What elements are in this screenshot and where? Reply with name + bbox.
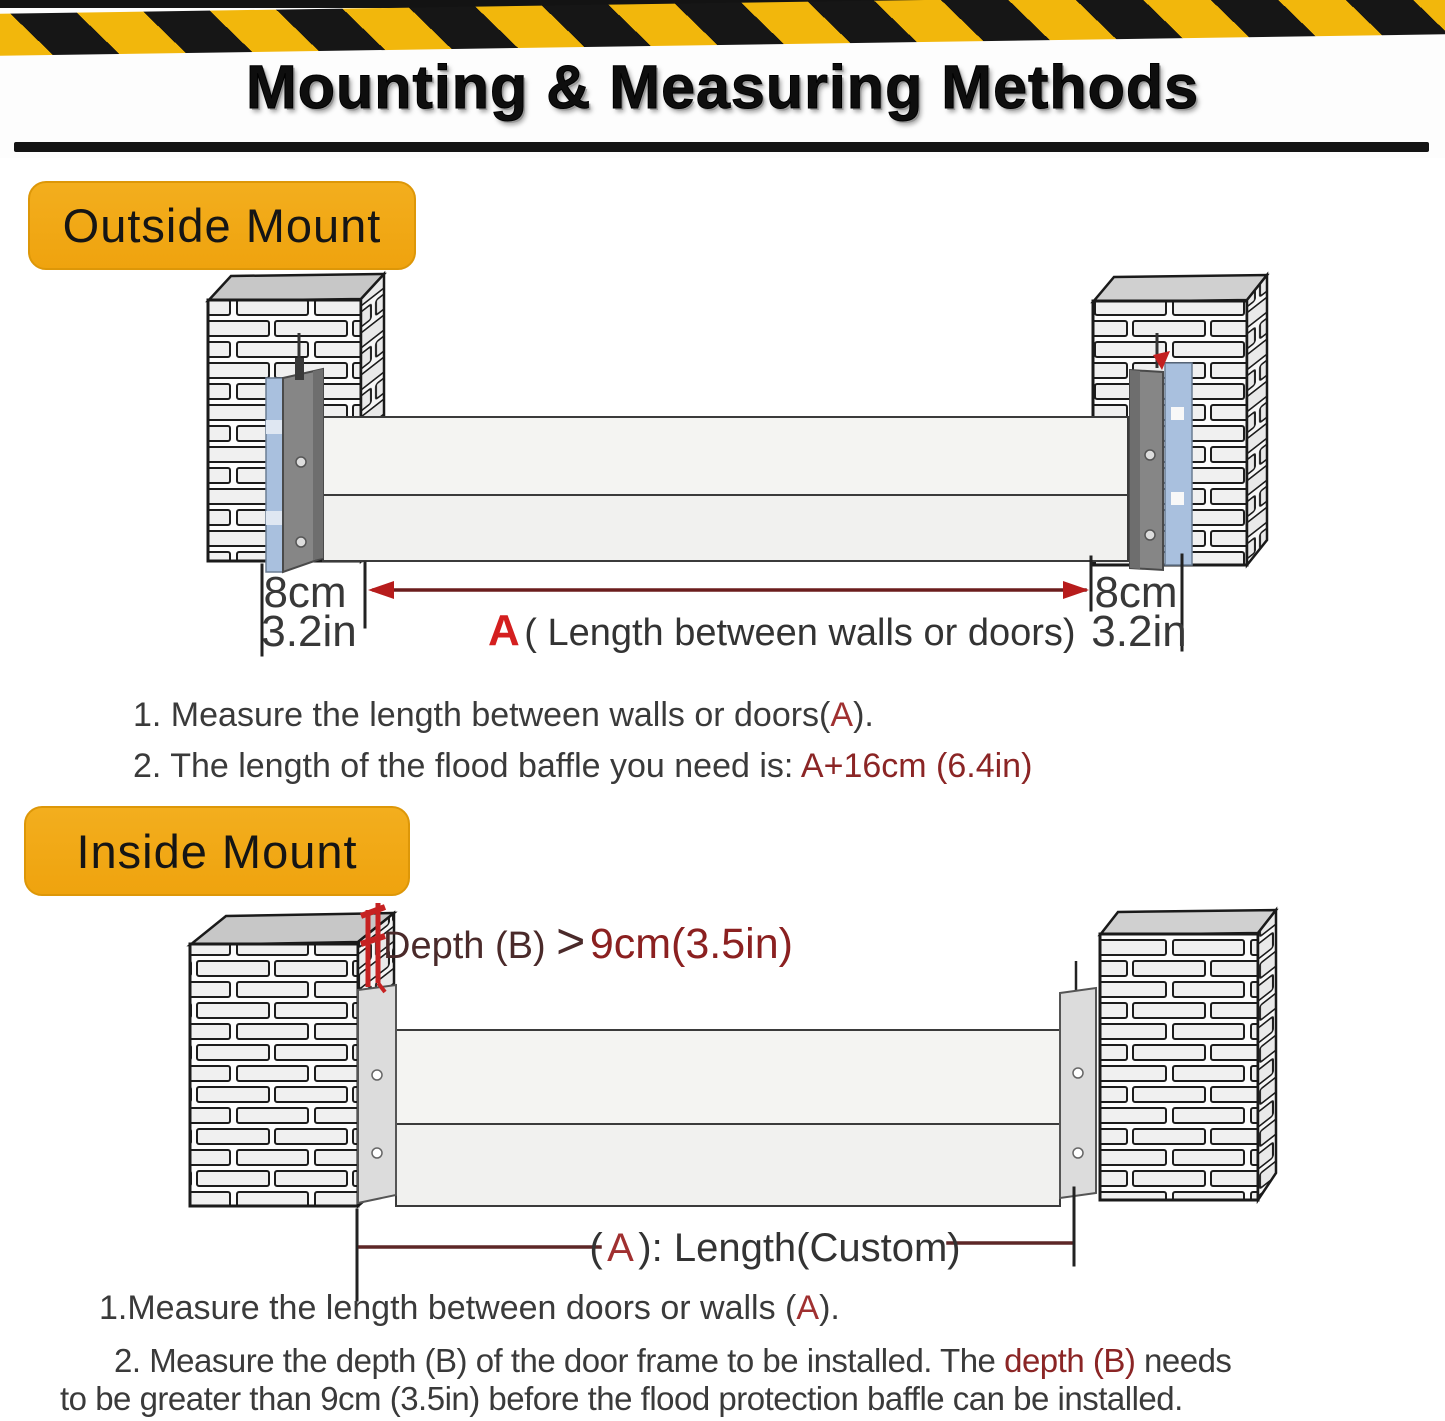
screw-icon (372, 1148, 382, 1158)
screw-icon (1073, 1148, 1083, 1158)
measurement-outside (261, 555, 1186, 656)
screw-icon (1073, 1068, 1083, 1078)
span-label-outside: A ( Length between walls or doors) (488, 606, 1076, 655)
header-divider-bar (14, 142, 1429, 152)
outside-step-2: 2. The length of the flood baffle you need is: A+16cm (6.4in) (133, 747, 1033, 785)
outside-mount-badge-label: Outside Mount (62, 199, 382, 252)
mounting-channel-left-inside (358, 985, 396, 1203)
outside-mount-steps (133, 696, 1032, 786)
header (0, 0, 1445, 158)
screw-icon (296, 457, 306, 467)
arrowhead-left-icon (368, 581, 394, 599)
outside-step-1: 1. Measure the length between walls or doors(A). (133, 696, 874, 734)
inside-mount-diagram (0, 895, 1445, 1307)
left-offset-cm: 8cm (263, 568, 347, 617)
seal-strip-right (1165, 363, 1192, 565)
screw-icon (296, 537, 306, 547)
right-offset-cm: 8cm (1094, 568, 1178, 617)
inside-step-2-line-2: to be greater than 9cm (3.5in) before the flood protection baffle can be installed. (60, 1380, 1183, 1417)
flood-barrier-panels-outside (323, 417, 1128, 561)
screw-icon (1145, 530, 1155, 540)
screw-icon (1145, 450, 1155, 460)
depth-label: Depth (B) > 9cm(3.5in) (383, 913, 793, 969)
inside-step-2-line-1: 2. Measure the depth (B) of the door frame to be installed. The depth (B) needs (114, 1342, 1232, 1379)
screw-icon (372, 1070, 382, 1080)
right-offset-in: 3.2in (1091, 607, 1187, 656)
hazard-tape-stripes (0, 0, 1445, 56)
outside-mount-diagram (0, 255, 1445, 675)
arrowhead-right-icon (1063, 581, 1089, 599)
left-offset-in: 3.2in (261, 607, 357, 656)
mounting-channel-right-inside (1060, 961, 1096, 1198)
inside-step-1: 1.Measure the length between doors or walls (A). (99, 1289, 840, 1327)
seal-strip-left (266, 378, 283, 572)
span-label-inside: ( A ): Length(Custom) (589, 1226, 961, 1270)
flood-barrier-panels-inside (396, 1030, 1060, 1206)
brick-pillar-right-inside (1100, 910, 1276, 1200)
page-title: Mounting & Measuring Methods (245, 53, 1200, 121)
inside-mount-badge (24, 806, 410, 896)
inside-mount-badge-label: Inside Mount (76, 824, 358, 878)
